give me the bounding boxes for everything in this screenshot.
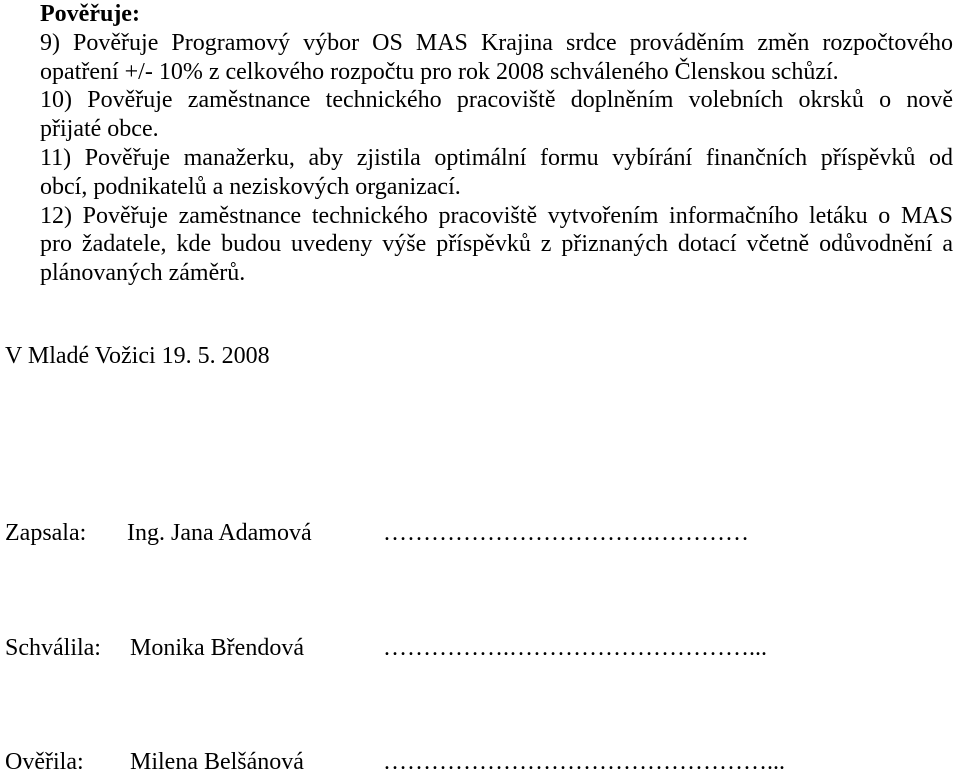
signatory-name: Monika Břendová	[130, 635, 304, 661]
resolution-line: 12) Pověřuje zaměstnance technického pracoviště vytvořením informačního letáku o MAS	[40, 202, 953, 229]
resolution-line: přijaté obce.	[40, 116, 159, 143]
place-and-date: V Mladé Vožici 19. 5. 2008	[5, 343, 270, 369]
section-heading: Pověřuje:	[40, 1, 140, 27]
signatory-name: Milena Belšánová	[130, 749, 304, 775]
signature-role-label: Schválila:	[5, 635, 101, 661]
signature-line: …………….…………………………...	[383, 635, 767, 661]
resolution-line: plánovaných záměrů.	[40, 260, 246, 287]
signature-row-approved-by	[0, 635, 959, 661]
resolution-item-11	[40, 144, 953, 202]
resolution-item-10	[40, 86, 953, 144]
resolution-line: opatření +/- 10% z celkového rozpočtu pro rok 2008 schváleného Členskou schůzí.	[40, 58, 839, 85]
signature-line: …………………………………………...	[383, 749, 785, 775]
signatory-name: Ing. Jana Adamová	[127, 520, 312, 546]
resolution-item-12	[40, 202, 953, 288]
signature-role-label: Ověřila:	[5, 749, 84, 775]
resolutions-section	[40, 0, 953, 288]
signature-line: …………………………….…………	[383, 520, 749, 546]
signature-row-recorded-by	[0, 520, 959, 546]
resolution-line: 11) Pověřuje manažerku, aby zjistila optimální formu vybírání finančních příspěvků od	[40, 144, 953, 171]
resolution-line: 9) Pověřuje Programový výbor OS MAS Krajina srdce prováděním změn rozpočtového	[40, 29, 953, 56]
resolution-line: obcí, podnikatelů a neziskových organizací.	[40, 173, 461, 200]
resolution-item-9	[40, 29, 953, 87]
signature-role-label: Zapsala:	[5, 520, 87, 546]
signature-row-verified-by	[0, 751, 959, 773]
resolution-line: 10) Pověřuje zaměstnance technického pracoviště doplněním volebních okrsků o nově	[40, 87, 953, 114]
resolution-line: pro žadatele, kde budou uvedeny výše příspěvků z přiznaných dotací včetně odůvodnění a	[40, 231, 953, 258]
